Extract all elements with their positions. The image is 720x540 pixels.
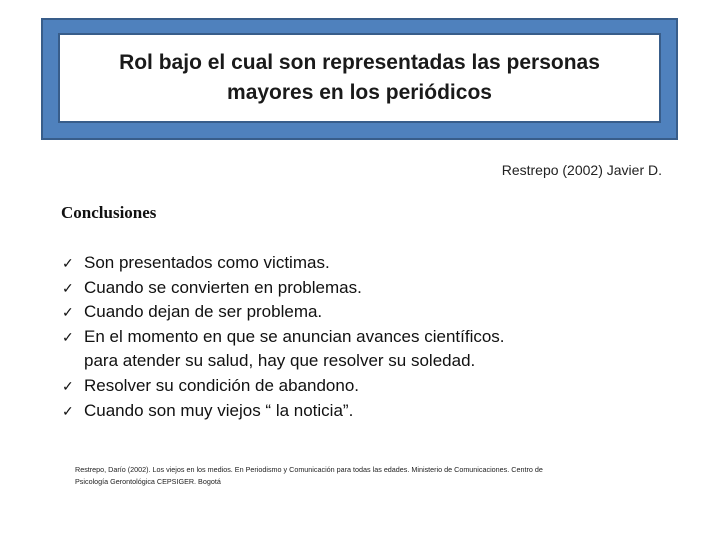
list-item-text: Resolver su condición de abandono. [84, 375, 360, 395]
list-item-line-2: para atender su salud, hay que resolver su soledad. [84, 351, 476, 371]
section-title: Conclusiones [61, 203, 157, 222]
check-icon: ✓ [62, 255, 74, 271]
list-item [62, 276, 505, 301]
list-item [62, 251, 505, 276]
reference-line-2: Psicología Gerontológica CEPSIGER. Bogotá [75, 477, 221, 486]
reference-line-1: Restrepo, Darío (2002). Los viejos en los medios. En Periodismo y Comunicación para todas las edades. Ministerio de Comunicaciones. Centro de [75, 465, 543, 474]
title-line-1: Rol bajo el cual son representadas las personas [119, 51, 600, 74]
title-line-2: mayores en los periódicos [227, 81, 492, 104]
check-icon: ✓ [62, 279, 74, 296]
check-icon: ✓ [62, 328, 74, 345]
author-citation: Restrepo (2002) Javier D. [501, 162, 662, 178]
check-icon: ✓ [62, 304, 74, 321]
slide-title [119, 48, 600, 108]
list-item [62, 325, 505, 374]
list-item-text [84, 325, 505, 374]
list-item [62, 399, 505, 424]
title-frame [41, 18, 678, 140]
list-item-text: Cuando se convierten en problemas. [84, 277, 362, 297]
list-item-line-1: En el momento en que se anuncian avances científicos. [84, 326, 505, 346]
list-item-text: Cuando son muy viejos “ la noticia”. [84, 400, 354, 420]
bibliographic-reference [75, 464, 675, 488]
list-item-text: Cuando dejan de ser problema. [84, 302, 323, 322]
list-item [62, 300, 505, 325]
title-box [58, 33, 661, 123]
list-item-text: Son presentados como victimas. [84, 253, 330, 272]
check-icon: ✓ [62, 377, 74, 394]
conclusions-list [62, 251, 505, 423]
check-icon: ✓ [62, 402, 74, 419]
list-item [62, 374, 505, 399]
